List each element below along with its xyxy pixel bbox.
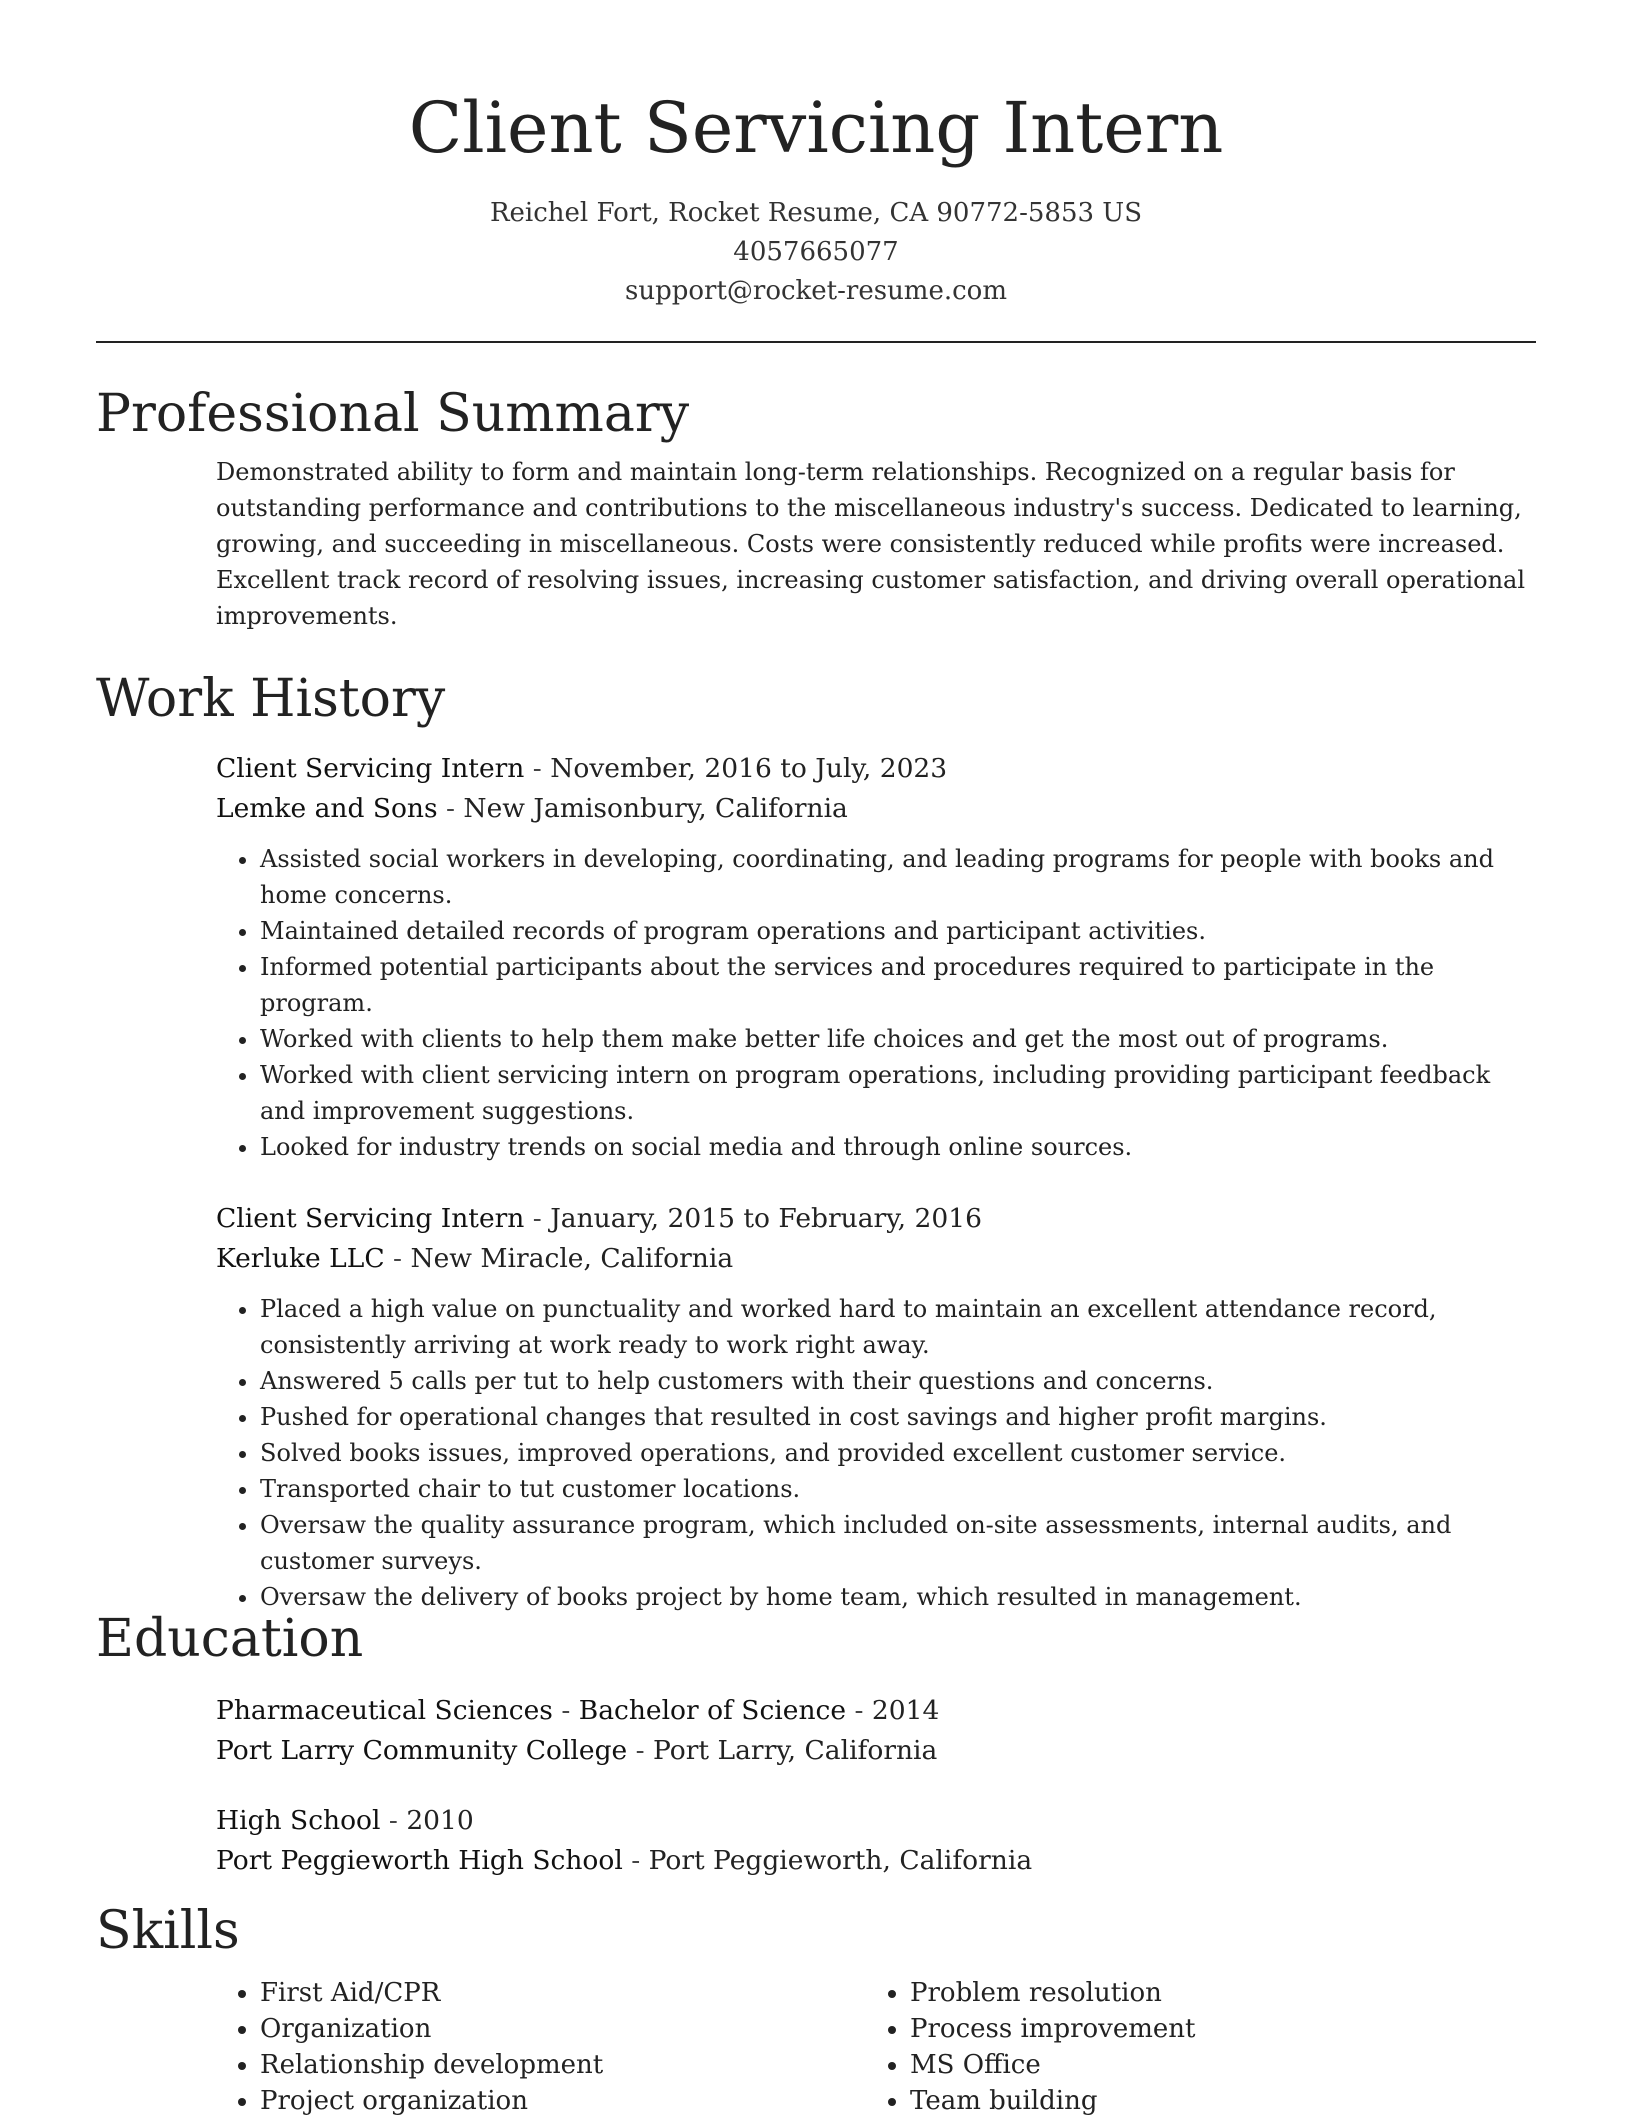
degree-year: 2010: [406, 1805, 474, 1836]
contact-email: support@rocket-resume.com: [624, 276, 1007, 306]
summary-text: Demonstrated ability to form and maintain long-term relationships. Recognized on a regular basis for outstanding performance and contributions to the miscellaneous industry's success. Dedicated to learning, growing, and succeeding in miscellaneous. Costs were consistently reduced while profits were increased. Excellent track record of resolving issues, increasing customer satisfaction, and driving overall operational improvements.: [216, 458, 1526, 630]
job-duties-list: [216, 841, 1536, 1165]
list-item: • Problem resolution: [910, 1975, 1516, 2011]
list-item: • Organization: [260, 2011, 866, 2047]
job-role: Client Servicing Intern: [216, 753, 525, 784]
education-entry: [216, 1801, 1536, 1881]
school-line: Port Larry Community College - Port Larry, California: [216, 1735, 938, 1766]
contact-phone: 4057665077: [733, 237, 899, 267]
contact-address: Reichel Fort, Rocket Resume, CA 90772-5853 US: [489, 198, 1143, 228]
work-history-section: [96, 667, 1536, 1615]
job-dates: January, 2015 to February, 2016: [550, 1203, 982, 1234]
list-item: • Oversaw the delivery of books project by home team, which resulted in management.: [260, 1579, 1536, 1615]
job-location: New Jamisonbury, California: [463, 793, 848, 824]
education-entry: [216, 1691, 1536, 1771]
education-section: [96, 1607, 1536, 1881]
list-item: • Pushed for operational changes that resulted in cost savings and higher profit margins.: [260, 1399, 1536, 1435]
list-item: • Team building: [910, 2083, 1516, 2119]
skills-columns: [216, 1975, 1536, 2119]
job-title-line: Client Servicing Intern - November, 2016 to July, 2023: [216, 753, 948, 784]
list-item: • First Aid/CPR: [260, 1975, 866, 2011]
job-duties-list: [216, 1291, 1536, 1615]
resume-header: [0, 0, 1632, 311]
school-name: Port Larry Community College: [216, 1735, 628, 1766]
job-company: Lemke and Sons: [216, 793, 438, 824]
school-location: Port Peggieworth, California: [648, 1845, 1033, 1876]
degree-field: High School: [216, 1805, 381, 1836]
list-item: • Answered 5 calls per tut to help customers with their questions and concerns.: [260, 1363, 1536, 1399]
skills-list: [866, 1975, 1516, 2119]
list-item: • Transported chair to tut customer locations.: [260, 1471, 1536, 1507]
header-divider: [96, 341, 1536, 343]
school-line: Port Peggieworth High School - Port Peggieworth, California: [216, 1845, 1033, 1876]
degree-line: Pharmaceutical Sciences - Bachelor of Science - 2014: [216, 1695, 940, 1726]
job-company-line: Lemke and Sons - New Jamisonbury, California: [216, 793, 848, 824]
summary-heading: Professional Summary: [96, 384, 690, 444]
list-item: • MS Office: [910, 2047, 1516, 2083]
list-item: • Project organization: [260, 2083, 866, 2119]
job-location: New Miracle, California: [410, 1243, 734, 1274]
list-item: • Oversaw the quality assurance program, which included on-site assessments, internal audits, and customer surveys.: [260, 1507, 1536, 1579]
list-item: • Informed potential participants about the services and procedures required to participate in the program.: [260, 949, 1536, 1021]
list-item: • Maintained detailed records of program operations and participant activities.: [260, 913, 1536, 949]
list-item: • Process improvement: [910, 2011, 1516, 2047]
job-entry: [216, 749, 1536, 1165]
school-name: Port Peggieworth High School: [216, 1845, 623, 1876]
skills-list: [216, 1975, 866, 2119]
list-item: • Assisted social workers in developing, coordinating, and leading programs for people with books and home concerns.: [260, 841, 1536, 913]
job-role: Client Servicing Intern: [216, 1203, 525, 1234]
candidate-title: Client Servicing Intern: [408, 87, 1224, 169]
work-history-heading: Work History: [96, 669, 446, 729]
list-item: • Relationship development: [260, 2047, 866, 2083]
list-item: • Solved books issues, improved operations, and provided excellent customer service.: [260, 1435, 1536, 1471]
skills-heading: Skills: [96, 1901, 240, 1961]
job-title-line: Client Servicing Intern - January, 2015 to February, 2016: [216, 1203, 982, 1234]
degree-field: Pharmaceutical Sciences: [216, 1695, 553, 1726]
summary-section: [96, 382, 1536, 634]
job-company: Kerluke LLC: [216, 1243, 385, 1274]
degree-line: High School - 2010: [216, 1805, 474, 1836]
school-location: Port Larry, California: [653, 1735, 938, 1766]
list-item: • Worked with clients to help them make better life choices and get the most out of programs.: [260, 1021, 1536, 1057]
list-item: • Placed a high value on punctuality and worked hard to maintain an excellent attendance record, consistently arriving at work ready to work right away.: [260, 1291, 1536, 1363]
skills-section: [96, 1899, 1536, 2119]
skills-column-right: [866, 1975, 1516, 2119]
list-item: • Looked for industry trends on social media and through online sources.: [260, 1129, 1536, 1165]
list-item: • Worked with client servicing intern on program operations, including providing participant feedback and improvement suggestions.: [260, 1057, 1536, 1129]
job-dates: November, 2016 to July, 2023: [550, 753, 948, 784]
skills-column-left: [216, 1975, 866, 2119]
degree-name: Bachelor of Science: [578, 1695, 847, 1726]
job-entry: [216, 1199, 1536, 1615]
job-company-line: Kerluke LLC - New Miracle, California: [216, 1243, 734, 1274]
education-heading: Education: [96, 1609, 364, 1669]
degree-year: 2014: [871, 1695, 940, 1726]
